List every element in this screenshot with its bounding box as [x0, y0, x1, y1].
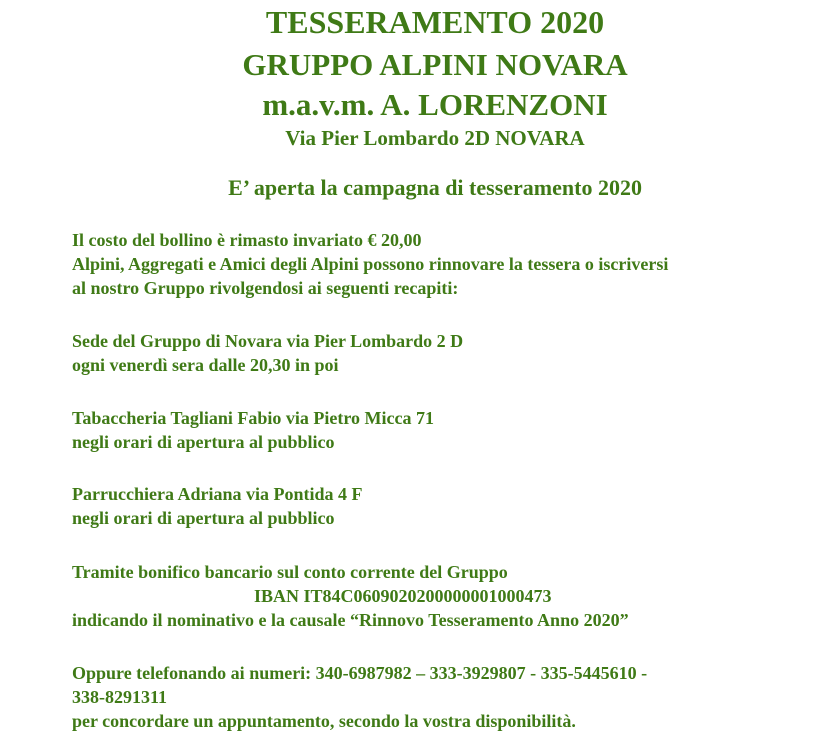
page-title: TESSERAMENTO 2020 — [265, 4, 605, 40]
intro-line: al nostro Gruppo rivolgendosi ai seguenti recapiti: — [72, 278, 459, 298]
phone-numbers-line: Oppure telefonando ai numeri: 340-6987982 – 333-3929807 - 335-5445610 - — [72, 663, 648, 683]
group-dedication: m.a.v.m. A. LORENZONI — [262, 87, 608, 122]
bank-transfer-line: Tramite bonifico bancario sul conto corrente del Gruppo — [72, 562, 508, 582]
location-name: Tabaccheria Tagliani Fabio via Pietro Micca 71 — [72, 408, 434, 428]
group-address: Via Pier Lombardo 2D NOVARA — [285, 126, 585, 150]
bank-causale-line: indicando il nominativo e la causale “Rinnovo Tesseramento Anno 2020” — [72, 610, 629, 630]
location-hours: negli orari di apertura al pubblico — [72, 432, 335, 452]
phone-numbers-line: 338-8291311 — [72, 687, 168, 707]
intro-line: Alpini, Aggregati e Amici degli Alpini possono rinnovare la tessera o iscriversi — [72, 254, 669, 274]
cost-line: Il costo del bollino è rimasto invariato € 20,00 — [72, 230, 422, 250]
location-hours: ogni venerdì sera dalle 20,30 in poi — [72, 355, 339, 375]
appointment-line: per concordare un appuntamento, secondo la vostra disponibilità. — [72, 711, 576, 731]
location-name: Parrucchiera Adriana via Pontida 4 F — [72, 484, 363, 504]
group-name: GRUPPO ALPINI NOVARA — [242, 47, 628, 82]
location-hours: negli orari di apertura al pubblico — [72, 508, 335, 528]
iban-code: IBAN IT84C0609020200000001000473 — [254, 586, 552, 606]
location-name: Sede del Gruppo di Novara via Pier Lombardo 2 D — [72, 331, 464, 351]
campaign-announcement: E’ aperta la campagna di tesseramento 2020 — [228, 175, 642, 200]
